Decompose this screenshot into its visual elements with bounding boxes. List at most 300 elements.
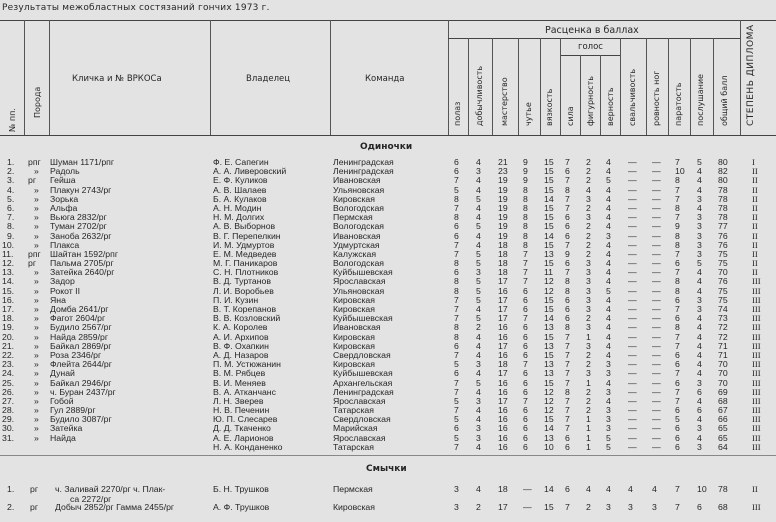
row-score: 9 [523,157,528,167]
row-score: 16 [498,441,508,452]
row-owner: Н. В. Печенин [213,405,270,416]
row-score: 5 [476,276,481,287]
row-degree: II [752,221,758,232]
row-score: 66 [718,414,728,425]
row-breed: » [34,368,39,379]
row-score: 8 [675,276,680,287]
row-degree: III [752,331,761,342]
row-score: 8 [565,386,570,397]
header-power: сила [566,106,575,126]
row-score: 3 [697,423,702,434]
header-team: Команда [365,74,405,84]
row-score: — [628,377,637,388]
row-degree: II [752,184,758,195]
row-score: 4 [697,276,702,287]
row-score: 68 [718,395,728,406]
row-degree: II [752,239,758,250]
row-score: 8 [675,239,680,250]
row-score: 7 [454,294,459,305]
row-dog-name: Яна [50,294,66,305]
row-score: — [628,294,637,305]
row-score: 7 [675,267,680,278]
row-score: 7 [565,340,570,351]
row-number: 5. [7,193,15,204]
row-score: — [652,276,661,287]
row-dog-name: Байкал 2946/рг [50,377,112,388]
row-score: 7 [454,304,459,314]
row-score: 16 [498,414,508,425]
row-score: 2 [586,166,591,177]
row-score: 5 [476,285,481,296]
row-team: Кировская [333,359,375,370]
row-degree: III [752,285,761,296]
row-score: 7 [675,484,680,494]
row-score: 6 [454,423,459,434]
row-score: 3 [586,304,591,314]
row-score: 3 [628,502,633,512]
row-score: 6 [675,405,680,416]
row-score: — [652,423,661,434]
pairs-top-rule [0,455,776,456]
row-score: 14 [544,313,554,324]
row-breed: » [34,230,39,241]
row-score: 8 [565,285,570,296]
row-owner: Н. М. Долгих [213,212,265,223]
row-score: 5 [476,313,481,324]
row-score: 3 [606,359,611,370]
row-score: 16 [498,377,508,388]
row-score: 78 [718,202,728,213]
row-score: 14 [544,230,554,241]
row-breed: » [34,377,39,388]
row-score: 7 [565,368,570,379]
row-team: Кировская [333,304,375,314]
row-score: 18 [498,248,508,259]
row-score: 7 [565,331,570,342]
row-degree: III [752,432,761,443]
row-degree: II [752,202,758,213]
row-score: 3 [586,276,591,287]
row-score: 10 [675,166,685,177]
row-breed: » [34,212,39,223]
row-team: Марийская [333,423,378,434]
row-score: 4 [697,432,702,443]
row-breed: рпг [28,157,41,167]
row-score: 17 [498,276,508,287]
header-owner: Владелец [246,74,291,84]
row-degree: III [752,340,761,351]
row-team: Ивановская [333,230,381,241]
row-score: 6 [454,157,459,167]
row-score: 1 [586,414,591,425]
row-score: 4 [606,484,611,494]
row-score: — [628,386,637,397]
row-score: 6 [454,340,459,351]
row-dog-name: Флейта 2644/рг [50,359,112,370]
row-score: 6 [523,441,528,452]
row-number: 1. [7,157,15,167]
row-score: 3 [586,294,591,305]
score-col-divider [580,55,581,135]
row-score: 7 [675,395,680,406]
row-degree: III [752,395,761,406]
row-owner: А. В. Выборнов [213,221,276,232]
row-score: — [652,432,661,443]
row-team: Ленинградская [333,166,394,177]
row-score: — [628,368,637,379]
row-score: 6 [565,166,570,177]
row-score: 19 [498,202,508,213]
row-score: 1 [586,423,591,434]
row-score: — [652,157,661,167]
row-team: Ярославская [333,395,386,406]
row-score: — [652,340,661,351]
row-score: 6 [454,368,459,379]
row-score: — [652,202,661,213]
row-score: 77 [718,221,728,232]
row-owner: Б. Н. Трушков [213,484,269,494]
header-fidelity: верность [606,87,615,126]
header-total: общий балл [720,75,729,126]
row-score: — [628,276,637,287]
row-dog-name: Роза 2346/рг [50,349,102,360]
row-score: 5 [454,359,459,370]
row-score: 6 [523,285,528,296]
row-score: 6 [523,423,528,434]
row-score: — [652,184,661,195]
row-score: 4 [606,322,611,333]
row-number: 17. [2,304,15,314]
row-score: — [652,377,661,388]
row-degree: II [752,166,758,177]
row-score: 2 [586,157,591,167]
row-score: 3 [606,386,611,397]
row-score: — [652,304,661,314]
row-owner: Б. А. Кулаков [213,193,267,204]
row-breed: » [34,166,39,177]
header-legs: ровность ног [652,70,661,126]
row-score: 7 [523,276,528,287]
header-parat: паратость [674,82,683,126]
row-score: 4 [697,202,702,213]
row-team: Кировская [333,502,375,512]
row-score: 6 [523,405,528,416]
row-team: Кировская [333,340,375,351]
score-col-divider [713,38,714,135]
row-number: 27. [2,395,15,406]
row-score: 4 [476,340,481,351]
row-score: — [628,405,637,416]
row-score: 9 [523,175,528,186]
row-score: 5 [606,432,611,443]
row-score: 4 [606,267,611,278]
row-score: — [652,359,661,370]
row-score: 7 [454,405,459,416]
row-team: Кировская [333,331,375,342]
row-score: 3 [697,230,702,241]
row-number: 1. [7,484,15,494]
row-number: 16. [2,294,15,305]
row-owner: А. В. Шалаев [213,184,267,195]
row-dog-name: Найда [50,432,76,443]
row-score: 7 [675,193,680,204]
row-score: 6 [565,230,570,241]
row-score: 4 [606,239,611,250]
row-score: 3 [586,193,591,204]
row-score: 78 [718,484,728,494]
row-breed: » [34,239,39,250]
row-team: Ленинградская [333,386,394,397]
row-score: 15 [544,294,554,305]
row-score: 6 [565,441,570,452]
row-score: — [652,212,661,223]
row-degree: I [752,157,755,167]
row-score: 15 [544,221,554,232]
row-dog-name: Будило 3087/рг [50,414,112,425]
row-score: 3 [476,423,481,434]
row-team: Ярославская [333,276,386,287]
row-score: 75 [718,258,728,269]
row-score: — [652,395,661,406]
row-score: 6 [565,294,570,305]
row-score: 9 [565,248,570,259]
row-score: 7 [523,313,528,324]
header-pack: свальчивость [628,68,637,126]
row-score: 6 [565,432,570,443]
row-dog-name: Радоль [50,166,80,177]
row-score: 5 [454,395,459,406]
row-score: 4 [586,484,591,494]
row-dog-name: Гобой [50,395,74,406]
row-number: 6. [7,202,15,213]
row-score: 4 [586,184,591,195]
row-score: — [652,221,661,232]
row-score: 7 [565,414,570,425]
score-col-divider [560,38,561,135]
row-score: 4 [476,304,481,314]
row-score: 15 [544,166,554,177]
col-divider [330,20,331,135]
row-score: 7 [454,349,459,360]
row-score: 80 [718,175,728,186]
row-breed: » [34,276,39,287]
row-score: 21 [498,157,508,167]
row-score: 16 [498,349,508,360]
row-score: 16 [498,331,508,342]
row-score: 4 [606,184,611,195]
row-score: 76 [718,239,728,250]
row-score: 72 [718,322,728,333]
row-score: 4 [697,285,702,296]
row-degree: II [752,193,758,204]
row-score: 8 [565,276,570,287]
row-number: 14. [2,276,15,287]
row-score: 3 [606,405,611,416]
row-score: 4 [606,349,611,360]
row-score: 1 [586,331,591,342]
row-team: Вологодская [333,258,384,269]
row-dog-name: Рокот II [50,285,81,296]
row-score: 2 [586,395,591,406]
row-breed: » [34,405,39,416]
row-score: — [523,502,532,512]
row-number: 10. [2,239,15,250]
row-score: 8 [454,285,459,296]
row-score: 5 [476,377,481,388]
row-score: 17 [498,502,508,512]
row-degree: III [752,313,761,324]
row-score: 4 [476,349,481,360]
row-score: 19 [498,184,508,195]
row-score: 15 [544,414,554,425]
row-score: 3 [697,377,702,388]
row-score: 70 [718,377,728,388]
row-score: 7 [454,313,459,324]
row-score: 6 [565,304,570,314]
row-score: 16 [498,285,508,296]
row-score: — [652,349,661,360]
row-score: 7 [565,175,570,186]
row-owner: А. Н. Модин [213,202,262,213]
row-score: 8 [675,322,680,333]
row-score: 4 [476,386,481,397]
row-dog-name: Плакун 2743/рг [50,184,112,195]
row-score: — [628,175,637,186]
table-row [0,443,776,452]
row-score: 3 [476,432,481,443]
row-degree: II [752,267,758,278]
row-score: 12 [544,395,554,406]
row-score: 4 [606,202,611,213]
row-score: 4 [606,395,611,406]
row-dog-name: Вьюга 2832/рг [50,212,107,223]
row-score: 4 [606,212,611,223]
row-score: — [652,175,661,186]
row-score: — [628,193,637,204]
row-score: 19 [498,175,508,186]
row-score: — [628,313,637,324]
row-breed: » [34,313,39,324]
row-score: 6 [675,294,680,305]
row-score: 15 [544,157,554,167]
row-score: 7 [675,502,680,512]
row-degree: III [752,377,761,388]
row-score: 6 [454,267,459,278]
score-col-divider [690,38,691,135]
row-team: Ульяновская [333,285,385,296]
row-score: 2 [586,230,591,241]
row-score: 8 [523,193,528,204]
row-score: 7 [523,395,528,406]
row-score: 8 [523,221,528,232]
row-score: 4 [697,349,702,360]
row-breed: » [34,331,39,342]
row-score: — [652,285,661,296]
row-score: 2 [586,502,591,512]
row-breed: » [34,202,39,213]
row-score: 6 [454,230,459,241]
row-score: 78 [718,212,728,223]
row-score: — [652,258,661,269]
row-score: 13 [544,432,554,443]
score-col-divider [468,38,469,135]
row-dog-name: Дунай [50,368,75,379]
row-score: 7 [675,184,680,195]
score-col-divider [620,38,621,135]
row-score: 7 [565,267,570,278]
row-score: 17 [498,368,508,379]
row-owner: Д. Д. Ткаченко [213,423,271,434]
row-owner: И. М. Удмуртов [213,239,275,250]
score-col-divider [668,38,669,135]
row-score: 4 [606,276,611,287]
row-score: — [628,414,637,425]
row-dog-name: Заноба 2632/рг [50,230,112,241]
row-score: 4 [628,484,633,494]
row-score: — [628,285,637,296]
row-owner: А. Ф. Трушков [213,502,270,512]
row-score: 7 [675,386,680,397]
row-score: 4 [697,322,702,333]
row-score: 71 [718,349,728,360]
row-score: 5 [697,258,702,269]
row-score: — [652,267,661,278]
table-row [0,484,776,504]
row-score: 18 [498,239,508,250]
row-score: 4 [476,230,481,241]
row-score: — [628,202,637,213]
row-score: 7 [565,502,570,512]
row-score: 13 [544,248,554,259]
row-score: 70 [718,359,728,370]
row-score: 6 [523,414,528,425]
row-score: 6 [523,432,528,443]
row-owner: К. А. Королев [213,322,268,333]
row-degree: II [752,230,758,241]
row-score: 5 [476,258,481,269]
row-score: — [628,267,637,278]
row-breed: » [34,386,39,397]
row-score: 78 [718,184,728,195]
row-number: 25. [2,377,15,388]
row-score: 8 [675,175,680,186]
row-score: 6 [523,322,528,333]
header-num: № пп. [8,108,17,132]
row-dog-name: Добыч 2852/рг Гамма 2455/рг [55,502,175,512]
row-dog-name: Гейша [50,175,76,186]
singles-table [0,158,776,452]
row-breed: » [34,221,39,232]
row-score: 6 [523,294,528,305]
row-degree: III [752,502,761,512]
row-team: Куйбышевская [333,313,393,324]
row-score: 4 [697,267,702,278]
score-col-divider [646,38,647,135]
row-breed: » [34,322,39,333]
row-score: 3 [697,441,702,452]
row-score: 75 [718,248,728,259]
row-degree: III [752,349,761,360]
row-owner: Л. Н. Зверев [213,395,264,406]
row-team: Ульяновская [333,184,385,195]
row-score: 3 [697,212,702,223]
row-score: 4 [606,313,611,324]
header-catch: добычливость [475,65,484,126]
row-score: 6 [523,340,528,351]
row-score: 4 [476,212,481,223]
row-score: 8 [675,230,680,241]
row-score: 15 [544,331,554,342]
